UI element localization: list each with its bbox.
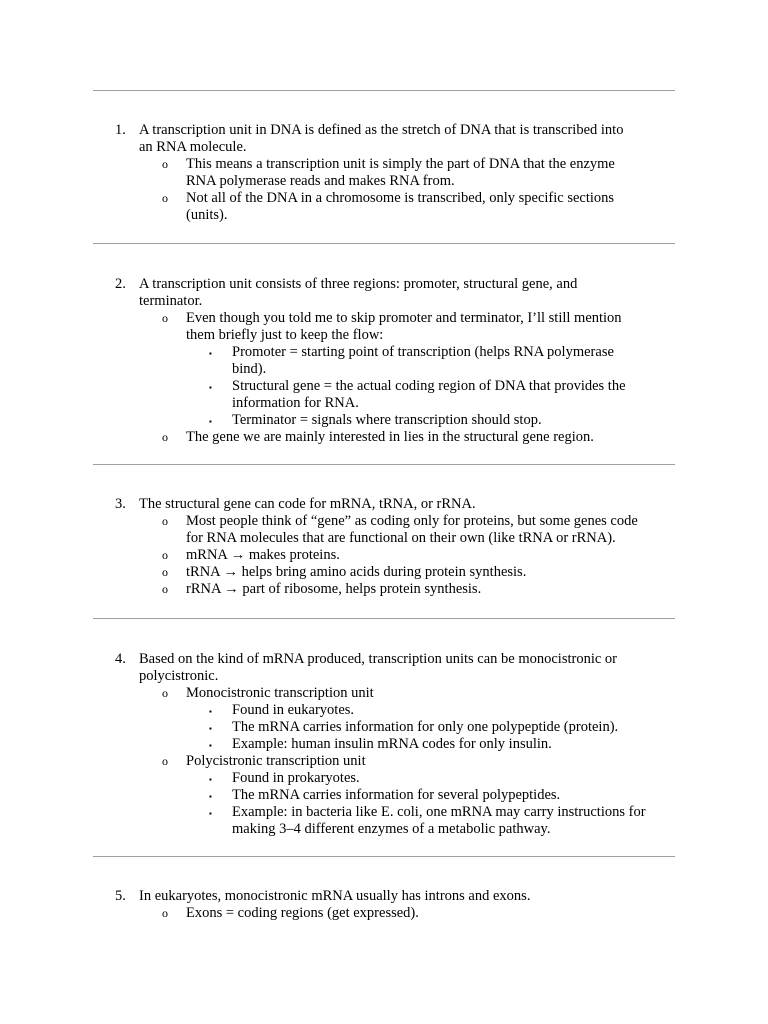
- sub-sub-item-text: bind).: [232, 361, 267, 377]
- item-number: 3.: [115, 496, 126, 512]
- horizontal-rule: [93, 464, 675, 465]
- square-bullet-icon: ▪: [209, 349, 212, 358]
- sub-sub-item-text: Found in prokaryotes.: [232, 770, 360, 786]
- list-item-3: [93, 496, 675, 598]
- sub-sub-item-text: The mRNA carries information for several polypeptides.: [232, 787, 561, 803]
- item-number: 4.: [115, 651, 126, 667]
- horizontal-rule: [93, 856, 675, 857]
- sub-item-text: RNA polymerase reads and makes RNA from.: [186, 173, 455, 189]
- circle-bullet-icon: o: [162, 514, 168, 528]
- sub-sub-item-text: The mRNA carries information for only one polypeptide (protein).: [232, 719, 619, 735]
- square-bullet-icon: ▪: [209, 724, 212, 733]
- item-number: 5.: [115, 888, 126, 904]
- circle-bullet-icon: o: [162, 565, 168, 579]
- sub-item-text: The gene we are mainly interested in lies in the structural gene region.: [186, 429, 594, 445]
- square-bullet-icon: ▪: [209, 775, 212, 784]
- sub-sub-item-text: information for RNA.: [232, 395, 359, 411]
- square-bullet-icon: ▪: [209, 741, 212, 750]
- circle-bullet-icon: o: [162, 311, 168, 325]
- item-text: an RNA molecule.: [139, 139, 247, 155]
- item-text: A transcription unit consists of three regions: promoter, structural gene, and: [139, 276, 578, 292]
- sub-item-text: them briefly just to keep the flow:: [186, 327, 384, 343]
- sub-sub-item-text: Example: human insulin mRNA codes for only insulin.: [232, 736, 552, 752]
- item-number: 1.: [115, 122, 126, 138]
- sub-item-text: Not all of the DNA in a chromosome is transcribed, only specific sections: [186, 190, 615, 206]
- sub-item-text: Monocistronic transcription unit: [186, 685, 374, 701]
- sub-item-text: mRNA → makes proteins.: [186, 547, 340, 563]
- item-text: The structural gene can code for mRNA, tRNA, or rRNA.: [139, 496, 476, 512]
- sub-sub-item-text: Promoter = starting point of transcription (helps RNA polymerase: [232, 344, 614, 360]
- sub-item-text: Exons = coding regions (get expressed).: [186, 905, 419, 921]
- circle-bullet-icon: o: [162, 430, 168, 444]
- sub-item-text: This means a transcription unit is simply the part of DNA that the enzyme: [186, 156, 615, 172]
- item-text: In eukaryotes, monocistronic mRNA usually has introns and exons.: [139, 888, 531, 904]
- sub-sub-item-text: making 3–4 different enzymes of a metabolic pathway.: [232, 821, 551, 837]
- sub-item-text: (units).: [186, 207, 228, 223]
- list-item-5: [93, 888, 675, 922]
- circle-bullet-icon: o: [162, 191, 168, 205]
- square-bullet-icon: ▪: [209, 809, 212, 818]
- sub-sub-item-text: Terminator = signals where transcription should stop.: [232, 412, 542, 428]
- sub-sub-item-text: Example: in bacteria like E. coli, one mRNA may carry instructions for: [232, 804, 646, 820]
- sub-item-text: Even though you told me to skip promoter and terminator, I’ll still mention: [186, 310, 622, 326]
- circle-bullet-icon: o: [162, 582, 168, 596]
- item-text: A transcription unit in DNA is defined as the stretch of DNA that is transcribed into: [139, 122, 624, 138]
- circle-bullet-icon: o: [162, 754, 168, 768]
- item-text: polycistronic.: [139, 668, 219, 684]
- list-item-2: [93, 276, 675, 446]
- sub-item-text: for RNA molecules that are functional on their own (like tRNA or rRNA).: [186, 530, 616, 546]
- item-text: terminator.: [139, 293, 203, 309]
- square-bullet-icon: ▪: [209, 792, 212, 801]
- item-number: 2.: [115, 276, 126, 292]
- square-bullet-icon: ▪: [209, 707, 212, 716]
- horizontal-rule: [93, 618, 675, 619]
- circle-bullet-icon: o: [162, 686, 168, 700]
- list-item-4: [93, 651, 675, 838]
- sub-item-text: Polycistronic transcription unit: [186, 753, 366, 769]
- horizontal-rule: [93, 243, 675, 244]
- square-bullet-icon: ▪: [209, 417, 212, 426]
- sub-sub-item-text: Found in eukaryotes.: [232, 702, 355, 718]
- circle-bullet-icon: o: [162, 548, 168, 562]
- square-bullet-icon: ▪: [209, 383, 212, 392]
- sub-sub-item-text: Structural gene = the actual coding region of DNA that provides the: [232, 378, 626, 394]
- sub-item-text: rRNA → part of ribosome, helps protein synthesis.: [186, 581, 482, 597]
- sub-item-text: Most people think of “gene” as coding only for proteins, but some genes code: [186, 513, 638, 529]
- horizontal-rule: [93, 90, 675, 91]
- circle-bullet-icon: o: [162, 157, 168, 171]
- sub-item-text: tRNA → helps bring amino acids during protein synthesis.: [186, 564, 527, 580]
- item-text: Based on the kind of mRNA produced, transcription units can be monocistronic or: [139, 651, 618, 667]
- list-item-1: [93, 122, 675, 224]
- circle-bullet-icon: o: [162, 906, 168, 920]
